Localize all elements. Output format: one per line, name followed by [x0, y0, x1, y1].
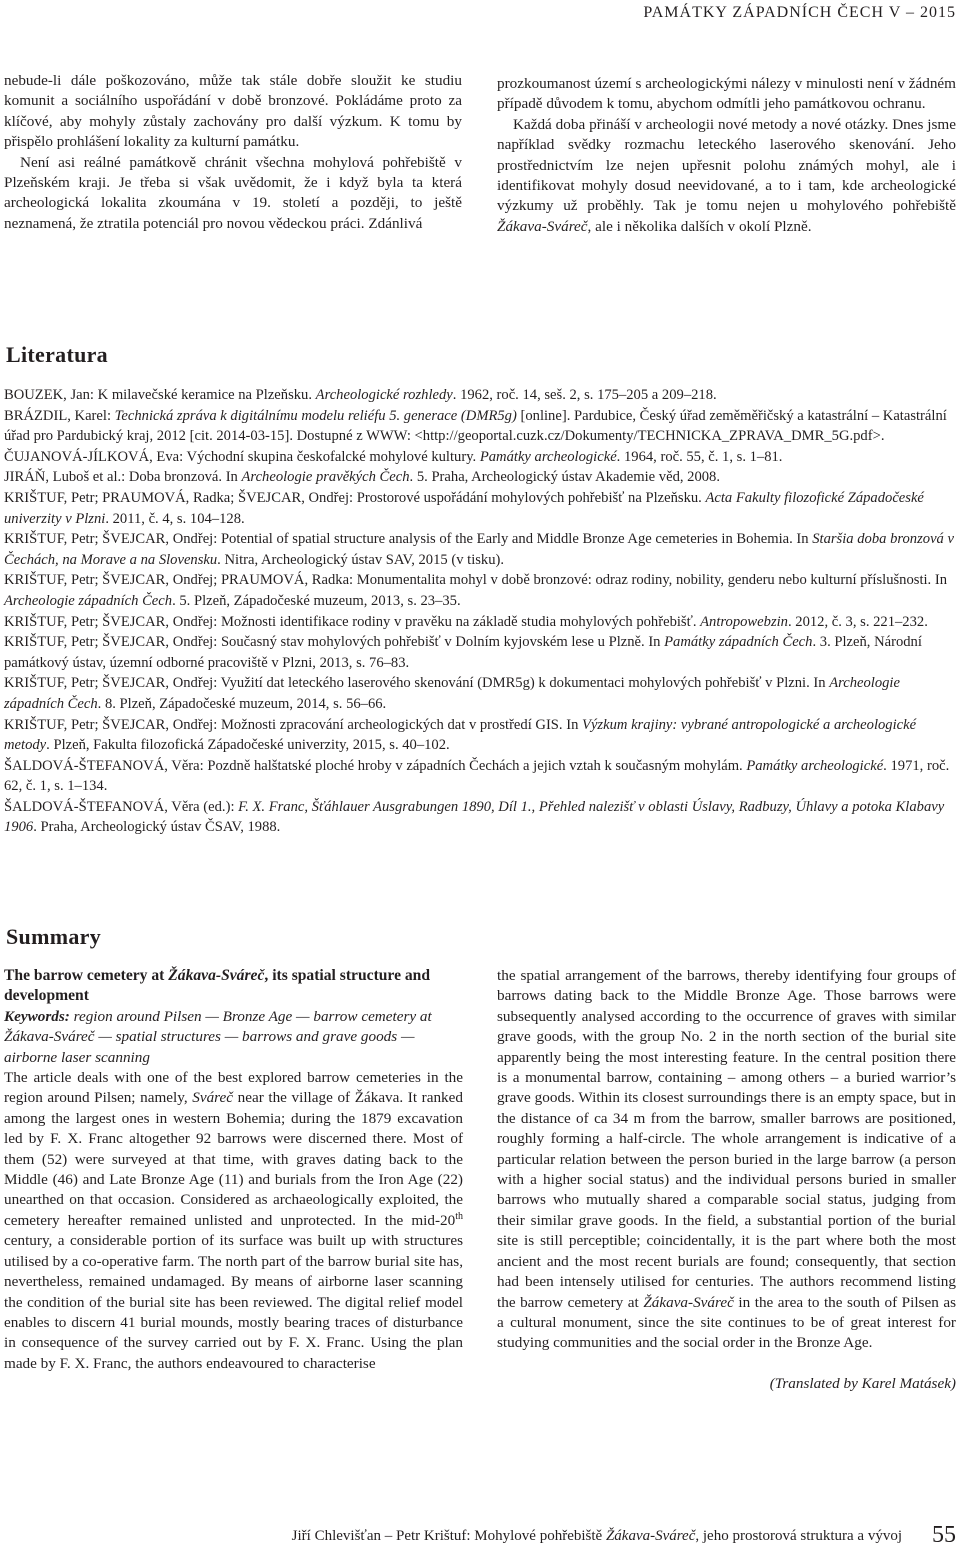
- reference-entry: KRIŠTUF, Petr; ŠVEJCAR, Ondřej; PRAUMOVÁ, Radka: Monumentalita mohyl v době bronzové: odraz rodiny, nobility, genderu nebo kulturní příslušnosti. In Archeologie západních Čech. 5. Plzeň, Západočeské muzeum, 2013, s. 23–35.: [4, 572, 948, 609]
- paragraph: Není asi reálné památkově chránit všechna mohylová pohřebiště v Plzeňském kraji. Je třeba si však uvědomit, že i když byla ta která archeologická lokalita zkoumána v 19. století a později, to ještě neznamená, že ztratila potenciál pro novou vědeckou práci. Zdánlivá: [4, 153, 462, 232]
- literatura-heading: Literatura: [6, 342, 108, 367]
- summary-paragraph: the spatial arrangement of the barrows, thereby identifying four groups of barrows dating back to the Middle Bronze Age. Those barrows were subsequently analysed according to the occurrence of graves with similar grave goods, with the group No. 2 in the north section of the burial site apparently being the most interesting feature. In the central position there is a monumental barrow, containing – among others – a buried warrior’s grave goods. Within its closest surroundings there is an empty space, but in the distance of ca 34 m from the barrow, smaller barrows are positioned, roughly forming a half-circle. The whole arrangement is indicative of a particular relation between the person buried in the large barrow (a person with a higher social status) and the individual persons buried in smaller barrows who mutually shared a comparable social status, judging from their similar grave goods. In the field, a substantial portion of the burial site is still perceptible; coincidentally, it is the part where both the most ancient and the most recent burials are found; consequently, that section had been intensely utilised for centuries. The authors recommend listing the barrow cemetery at Žákava-Sváreč in the area to the south of Pilsen as a cultural monument, since the site continues to be of great interest for studying communities and the social order in the Bronze Age.: [497, 967, 956, 1352]
- translator-credit: (Translated by Karel Matásek): [769, 1374, 956, 1392]
- page-footer: [0, 1524, 960, 1550]
- reference-entry: ŠALDOVÁ-ŠTEFANOVÁ, Věra: Pozdně halštatské ploché hroby v západních Čechách a jejich vztah k současným mohylám. Památky archeologické. 1971, roč. 62, č. 1, s. 1–134.: [4, 757, 950, 795]
- running-header: PAMÁTKY ZÁPADNÍCH ČECH V – 2015: [643, 4, 956, 21]
- reference-entry: KRIŠTUF, Petr; PRAUMOVÁ, Radka; ŠVEJCAR, Ondřej: Prostorové uspořádání mohylových pohřebišť na Plzeňsku. Acta Fakulty filozofické Západočeské univerzity v Plzni. 2011, č. 4, s. 104–128.: [4, 489, 924, 527]
- summary-paragraph: The article deals with one of the best explored barrow cemeteries in the region around Pilsen; namely, Sváreč near the village of Žákava. It ranked among the largest ones in western Bohemia; during the 1879 excavation led by F. X. Franc altogether 92 barrows were discerned there. Most of them (52) were surveyed at that time, with graves dating back to the Middle (46) and Late Bronze Age (11) and burials from the Iron Age (22) unearthed on that occasion. Considered as archaeologically exploited, the cemetery hereafter remained unlisted and unprotected. In the mid-20th century, a considerable portion of its surface was built up with structures utilised by a co-operative farm. The north part of the barrow burial site has, nevertheless, remained undamaged. By means of airborne laser scanning the condition of the burial site has been reviewed. The digital relief model enables to discern 41 burial mounds, mostly bearing traces of disturbance in consequence of the survey carried out by F. X. Franc. Using the plan made by F. X. Franc, the authors endeavoured to characterise: [4, 1069, 463, 1372]
- reference-entry: ŠALDOVÁ-ŠTEFANOVÁ, Věra (ed.): F. X. Franc, Šťáhlauer Ausgrabungen 1890, Díl 1., Přehled nalezišť v oblasti Úslavy, Radbuzy, Úhlavy a potoka Klabavy 1906. Praha, Archeologický ústav ČSAV, 1988.: [4, 798, 945, 836]
- paragraph: nebude-li dále poškozováno, může tak stále dobře sloužit ke studiu komunit a sociálního uspořádání v době bronzové. Pokládáme proto za klíčové, aby mohyly zůstaly zachovány pro další výzkum. K tomu by přispělo prohlášení lokality za kulturní památku.: [4, 72, 462, 151]
- top-right-column: [497, 74, 956, 237]
- top-left-column: [4, 71, 462, 234]
- summary-left-column: [4, 966, 463, 1374]
- reference-entry: BRÁZDIL, Karel: Technická zpráva k digitálnímu modelu reliéfu 5. generace (DMR5g) [online]. Pardubice, Český úřad zeměměřičský a katastrální – Katastrální úřad pro Pardubický kraj, 2012 [cit. 2014-03-15]. Dostupné z WWW: <http://geoportal.cuzk.cz/Dokumenty/TECHNICKA_ZPRAVA_DMR_5G.pdf>.: [4, 407, 947, 445]
- reference-entry: JIRÁŇ, Luboš et al.: Doba bronzová. In Archeologie pravěkých Čech. 5. Praha, Archeologický ústav Akademie věd, 2008.: [4, 469, 720, 486]
- reference-entry: KRIŠTUF, Petr; ŠVEJCAR, Ondřej: Možnosti zpracování archeologických dat v prostředí GIS. In Výzkum krajiny: vybrané antropologické a archeologické metody. Plzeň, Fakulta filozofická Západočeské univerzity, 2015, s. 40–102.: [4, 716, 917, 754]
- reference-entry: BOUZEK, Jan: K milavečské keramice na Plzeňsku. Archeologické rozhledy. 1962, roč. 14, seš. 2, s. 175–205 a 209–218.: [4, 387, 717, 403]
- keywords: Keywords: region around Pilsen — Bronze Age — barrow cemetery at Žákava-Sváreč — spatial structures — barrows and grave goods — airborne laser scanning: [4, 1007, 432, 1066]
- reference-entry: KRIŠTUF, Petr; ŠVEJCAR, Ondřej: Současný stav mohylových pohřebišť v Dolním kyjovském lese u Plzně. In Památky západních Čech. 3. Plzeň, Národní památkový ústav, územní odborné pracoviště v Plzni, 2013, s. 76–83.: [4, 634, 922, 671]
- reference-entry: KRIŠTUF, Petr; ŠVEJCAR, Ondřej: Využití dat leteckého laserového skenování (DMR5g) k dokumentaci mohylových pohřebišť v Plzni. In Archeologie západních Čech. 8. Plzeň, Západočeské muzeum, 2014, s. 56–66.: [4, 675, 900, 712]
- summary-right-column: [497, 966, 956, 1394]
- summary-title: The barrow cemetery at Žákava-Sváreč, its spatial structure and development: [4, 967, 431, 1005]
- reference-entry: ČUJANOVÁ-JÍLKOVÁ, Eva: Východní skupina českofalcké mohylové kultury. Památky archeologické. 1964, roč. 55, č. 1, s. 1–81.: [4, 448, 783, 465]
- reference-list: [4, 385, 956, 838]
- footer-credit: Jiří Chlevišťan – Petr Krištuf: Mohylové pohřebiště Žákava-Sváreč, jeho prostorová struktura a vývoj: [291, 1528, 902, 1544]
- reference-entry: KRIŠTUF, Petr; ŠVEJCAR, Ondřej: Potential of spatial structure analysis of the Early and Middle Bronze Age cemeteries in Bohemia. In Staršia doba bronzová v Čechách, na Morave a na Slovensku. Nitra, Archeologický ústav SAV, 2015 (v tisku).: [4, 531, 954, 568]
- summary-heading: Summary: [6, 924, 101, 949]
- paragraph: Každá doba přináší v archeologii nové metody a nové otázky. Dnes jsme například svědky rozmachu leteckého laserového skenování. Jeho prostřednictvím lze nejen upřesnit polohu známých mohyl, ale i identifikovat mohyly dosud neevidované, a to i tam, kde archeologické výzkumy už proběhly. Tak je tomu nejen u mohylového pohřebiště Žákava-Sváreč, ale i několika dalších v okolí Plzně.: [497, 115, 956, 235]
- page-number: 55: [932, 1522, 956, 1548]
- paragraph: prozkoumanost území s archeologickými nálezy v minulosti není v žádném případě důvodem k tomu, abychom odmítli jeho památkovou ochranu.: [497, 75, 956, 113]
- reference-entry: KRIŠTUF, Petr; ŠVEJCAR, Ondřej: Možnosti identifikace rodiny v pravěku na základě studia mohylových pohřebišť. Antropowebzin. 2012, č. 3, s. 221–232.: [4, 613, 928, 630]
